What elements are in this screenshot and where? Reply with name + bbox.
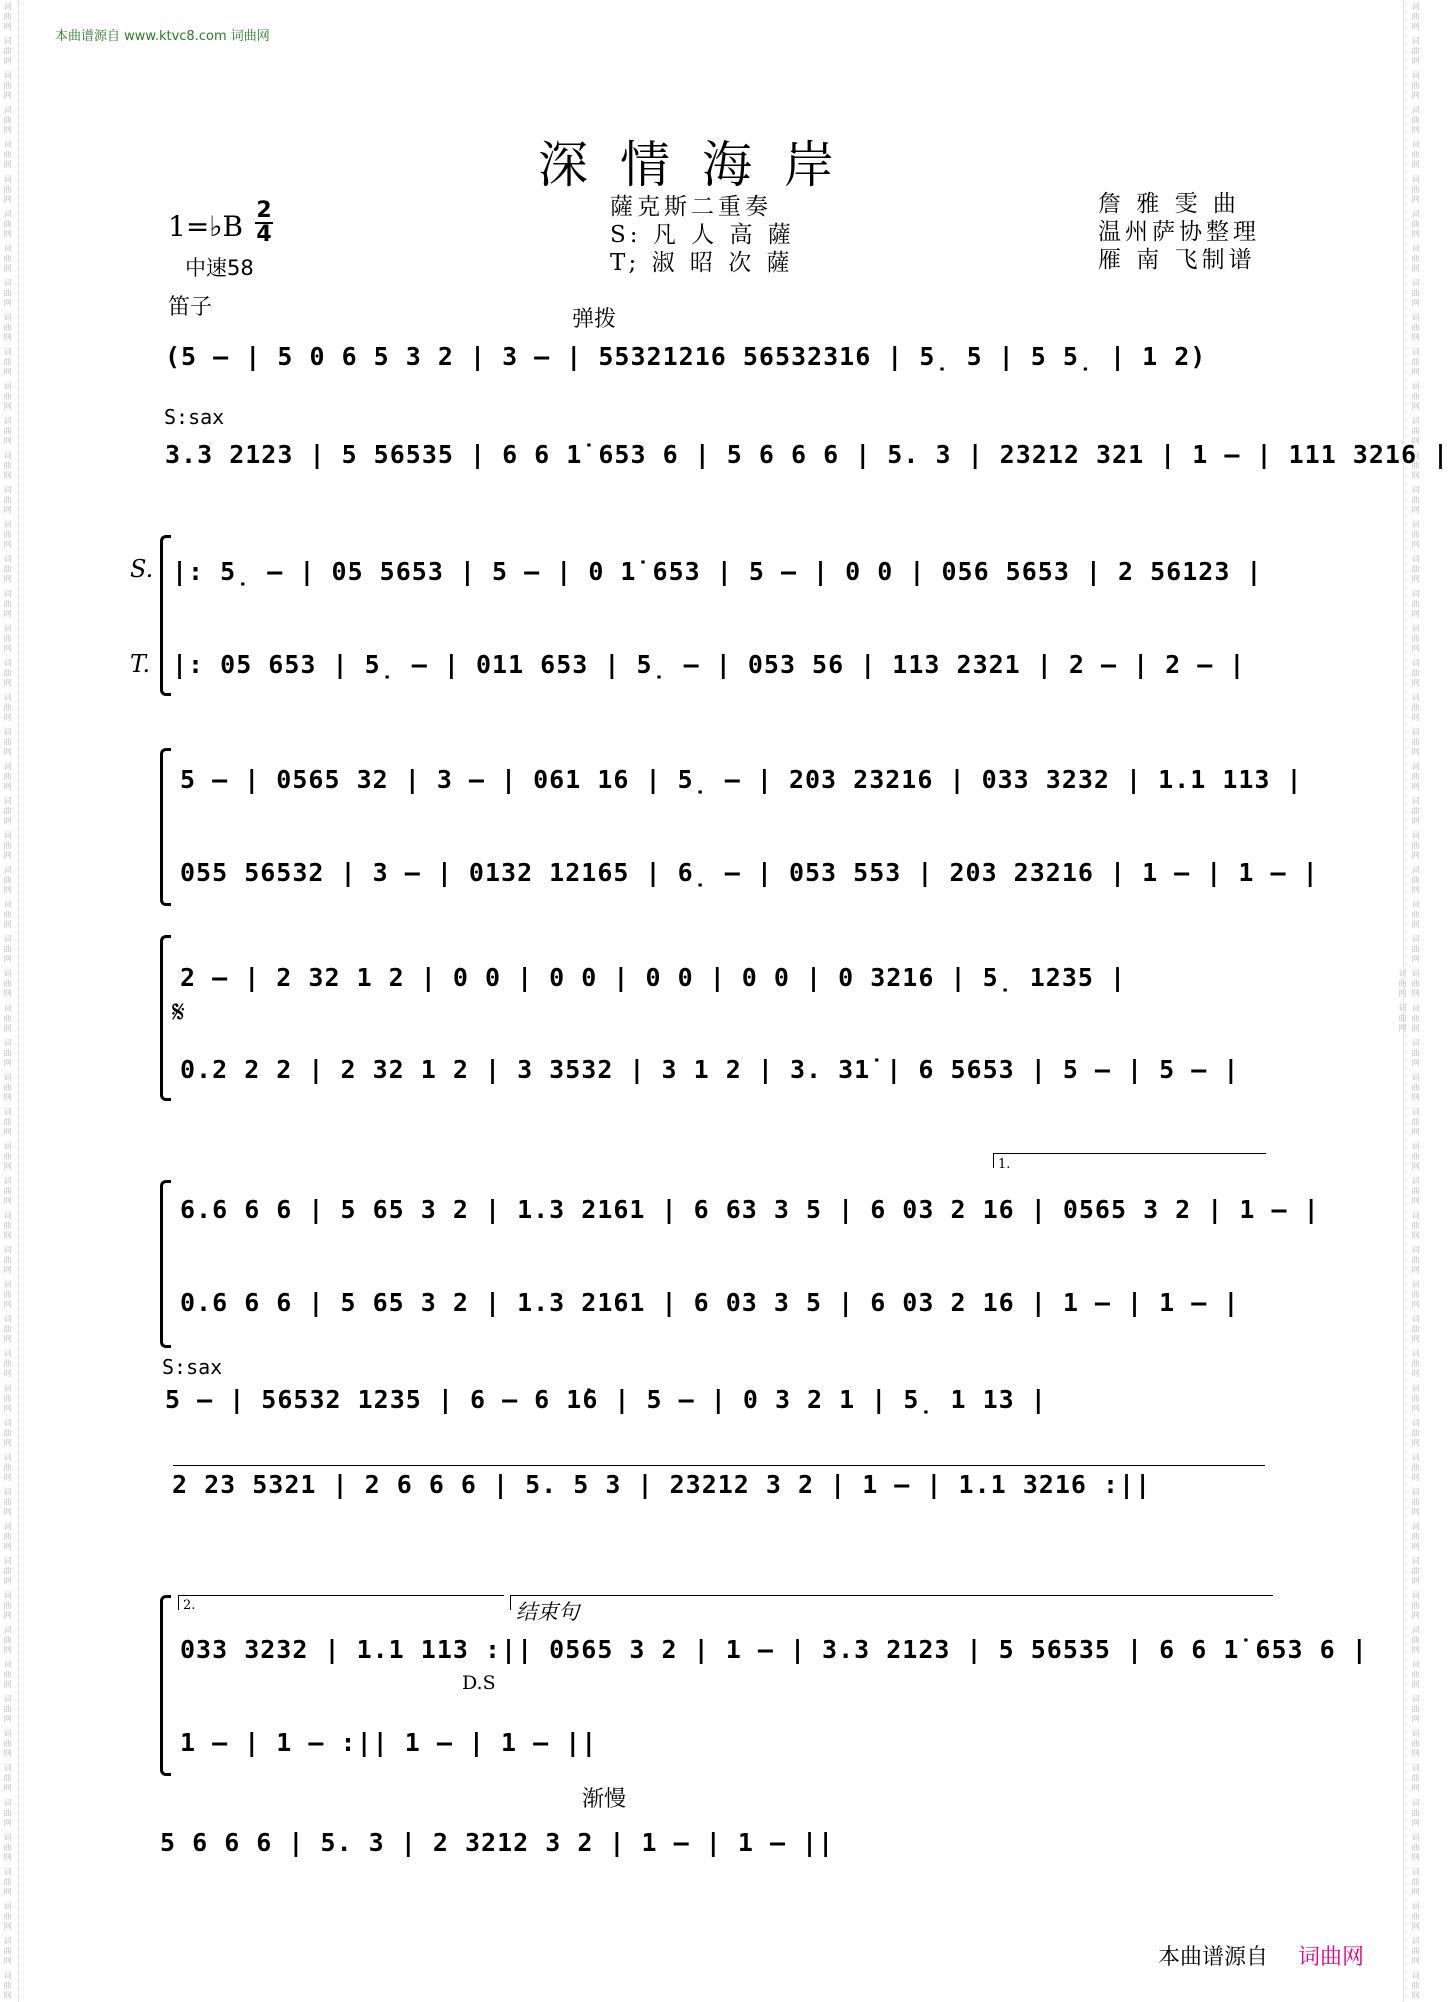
music-line: |: 5̣ – | 05 5653 | 5 – | 0 1̇ 653 | 5 – | 0 0 | 056 5653 | 2 56123 | <box>172 557 1263 586</box>
music-line: 1 – | 1 – :|| 1 – | 1 – || <box>180 1728 598 1757</box>
arranger: 温州萨协整理 <box>1098 219 1260 245</box>
system-brace <box>160 535 171 696</box>
key-signature: 1=♭B <box>168 210 244 243</box>
music-line: 0.2 2 2 | 2 32 1 2 | 3 3532 | 3 1 2 | 3. 31̇ | 6 5653 | 5 – | 5 – | <box>180 1055 1240 1084</box>
music-line: |: 05 653 | 5̣ – | 011 653 | 5̣ – | 053 56 | 113 2321 | 2 – | 2 – | <box>172 650 1246 679</box>
left-rule <box>18 0 19 2002</box>
label-part-s: S. <box>130 555 154 583</box>
credits <box>1098 190 1260 274</box>
music-line: 5 – | 0565 32 | 3 – | 061 16 | 5̣ – | 203 23216 | 033 3232 | 1.1 113 | <box>180 765 1303 794</box>
subtitle <box>610 193 795 277</box>
volta-number: 1. <box>998 1157 1011 1172</box>
label-pluck: 弹拨 <box>572 307 617 332</box>
volta-number: 2. <box>183 1598 196 1613</box>
source-note[interactable]: 本曲谱源自 www.ktvc8.com 词曲网 <box>55 29 270 44</box>
footer-site-link[interactable]: 词曲网 <box>1298 1945 1365 1970</box>
segno-sign: 𝄋 <box>172 995 185 1030</box>
tempo: 中速58 <box>185 256 254 280</box>
composer: 詹 雅 雯 曲 <box>1098 191 1240 217</box>
page-title: 深情海岸 <box>538 136 866 194</box>
music-line: (5 – | 5 0 6 5 3 2 | 3 – | 55321216 56532316 | 5̣ 5 | 5 5̣ | 1 2) <box>165 342 1207 371</box>
music-line: 0.6 6 6 | 5 65 3 2 | 1.3 2161 | 6 03 3 5 | 6 03 2 16 | 1 – | 1 – | <box>180 1288 1240 1317</box>
volta-bracket-1 <box>993 1153 1266 1168</box>
left-watermark: 词曲网 词曲网 词曲网 词曲网 词曲网 词曲网 词曲网 词曲网 词曲网 词曲网 词曲网 词曲网 词曲网 词曲网 词曲网 词曲网 词曲网 词曲网 词曲网 词曲网 词曲网 词曲网 词曲网 词曲网 词曲网 词曲网 词曲网 词曲网 词曲网 词曲网 词曲网 词曲网 词曲网 词曲网 词曲网 词曲网 词曲网 词曲网 词曲网 词曲网 词曲网 词曲网 词曲网 词曲网 词曲网 词曲网 词曲网 词曲网 词曲网 词曲网 词曲网 词曲网 词曲网 词曲网 词曲网 词曲网 词曲网 词曲网 <box>3 1 12 2001</box>
music-line: 2 23 5321 | 2 6 6 6 | 5. 5 3 | 23212 3 2 | 1 – | 1.1 3216 :|| <box>172 1470 1152 1499</box>
volta-continuation <box>173 1465 1265 1466</box>
music-line: 6.6 6 6 | 5 65 3 2 | 1.3 2161 | 6 63 3 5 | 6 03 2 16 | 0565 3 2 | 1 – | <box>180 1195 1320 1224</box>
music-line: 3.3 2123 | 5 56535 | 6 6 1̇ 653 6 | 5 6 6 6 | 5. 3 | 23212 321 | 1 – | 111 3216 | <box>165 440 1449 469</box>
subtitle-line: 薩克斯二重奏 <box>610 194 772 220</box>
system-brace <box>160 748 171 906</box>
subtitle-line: T; 淑 昭 次 薩 <box>610 250 794 276</box>
ending-bracket <box>510 1595 1273 1610</box>
right-watermark: 词曲网 词曲网 词曲网 词曲网 词曲网 词曲网 词曲网 词曲网 词曲网 词曲网 词曲网 词曲网 词曲网 词曲网 词曲网 词曲网 词曲网 词曲网 词曲网 词曲网 词曲网 词曲网 词曲网 词曲网 词曲网 词曲网 词曲网 词曲网 词曲网 词曲网 词曲网 词曲网 词曲网 词曲网 词曲网 词曲网 词曲网 词曲网 词曲网 词曲网 词曲网 词曲网 词曲网 词曲网 词曲网 词曲网 词曲网 词曲网 词曲网 词曲网 词曲网 词曲网 词曲网 词曲网 词曲网 词曲网 词曲网 词曲网 词曲网 词曲网 <box>1398 1 1420 2001</box>
time-top: 2 <box>256 198 272 223</box>
system-brace <box>160 1595 171 1776</box>
label-part-t: T. <box>130 650 151 678</box>
music-line: 055 56532 | 3 – | 0132 12165 | 6̣ – | 053 553 | 203 23216 | 1 – | 1 – | <box>180 858 1319 887</box>
music-line: 5 – | 56532 1235 | 6 – 6 1̇6 | 5 – | 0 3 2 1 | 5̣ 1 13 | <box>165 1385 1047 1414</box>
subtitle-line: S: 凡 人 高 薩 <box>610 222 795 248</box>
engraver: 雁 南 飞制谱 <box>1098 247 1256 273</box>
time-signature <box>255 200 273 246</box>
music-line: 5 6 6 6 | 5. 3 | 2 3212 3 2 | 1 – | 1 – || <box>160 1828 835 1857</box>
system-brace <box>160 935 171 1101</box>
music-line: 2 – | 2 32 1 2 | 0 0 | 0 0 | 0 0 | 0 0 | 0 3216 | 5̣ 1235 | <box>180 963 1127 992</box>
label-ds: D.S <box>462 1672 496 1694</box>
label-flute: 笛子 <box>168 295 213 320</box>
label-ssax-2: S:sax <box>162 1355 223 1379</box>
label-ssax: S:sax <box>164 405 225 429</box>
volta-bracket-2 <box>178 1595 504 1610</box>
music-line: 033 3232 | 1.1 113 :|| 0565 3 2 | 1 – | 3.3 2123 | 5 56535 | 6 6 1̇ 653 6 | <box>180 1635 1368 1664</box>
label-rit: 渐慢 <box>582 1787 627 1812</box>
system-brace <box>160 1180 171 1348</box>
label-ending: 结束句 <box>516 1600 579 1624</box>
time-bottom: 4 <box>256 222 272 247</box>
footer-source: 本曲谱源自 <box>1158 1945 1269 1970</box>
